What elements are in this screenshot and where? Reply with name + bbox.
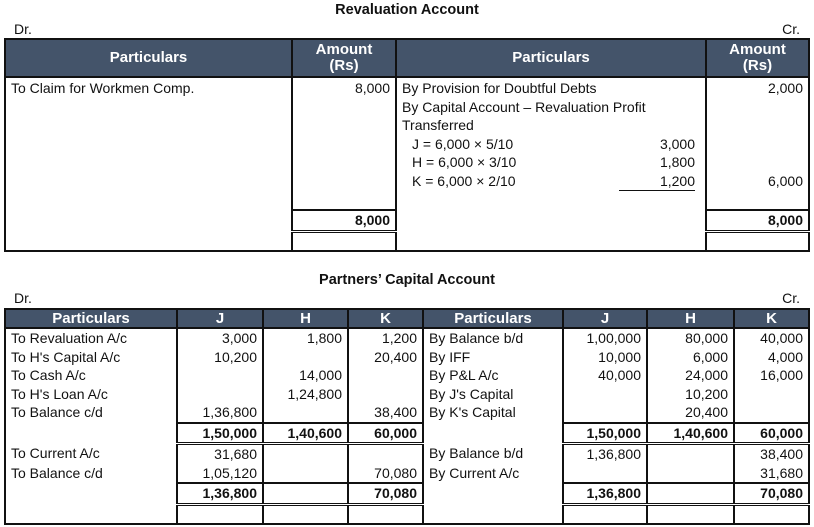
header-amount-dr: Amount (Rs) [292,39,396,77]
header-particulars-cr: Particulars [423,309,563,328]
credit-total: 8,000 [706,210,809,231]
totals-row: 1,50,000 1,40,600 60,000 1,50,000 1,40,600 60,000 [5,423,809,444]
table-row: To Balance c/d 1,36,800 38,400 By K's Capital 20,400 [5,403,809,423]
credit-particulars: By Provision for Doubtful Debts By Capital Account – Revaluation Profit Transferred J = 6,000 × 5/10 3,000 H = 6,000 × 3/10 1,800 K = 6,000 × 2/10 1,200 [396,77,706,210]
table-row: To Revaluation A/c 3,000 1,800 1,200 By Balance b/d 1,00,000 80,000 40,000 [5,328,809,348]
header-h-cr: H [647,309,734,328]
credit-amounts: 2,000 6,000 [706,77,809,210]
revaluation-cr-label: Cr. [782,21,800,37]
header-particulars-cr: Particulars [396,39,706,77]
revaluation-account-table [4,38,810,252]
table-row: To Cash A/c 14,000 By P&L A/c 40,000 24,000 16,000 [5,366,809,385]
header-j-dr: J [177,309,263,328]
debit-particulars: To Claim for Workmen Comp. [5,77,292,210]
table-row: To Current A/c 31,680 By Balance b/d 1,36,800 38,400 [5,444,809,464]
partners-capital-table [4,308,810,525]
capital-dr-label: Dr. [14,290,32,306]
header-h-dr: H [263,309,348,328]
revaluation-title: Revaluation Account [335,2,479,18]
header-j-cr: J [563,309,647,328]
header-amount-cr: Amount (Rs) [706,39,809,77]
debit-amount: 8,000 [292,77,396,210]
header-particulars-dr: Particulars [5,39,292,77]
header-k-dr: K [348,309,423,328]
table-row: To H's Loan A/c 1,24,800 By J's Capital 10,200 [5,385,809,404]
table-row: To H's Capital A/c 10,200 20,400 By IFF 10,000 6,000 4,000 [5,348,809,367]
header-k-cr: K [734,309,809,328]
header-particulars-dr: Particulars [5,309,177,328]
revaluation-dr-label: Dr. [14,21,32,37]
capital-cr-label: Cr. [782,290,800,306]
debit-total: 8,000 [292,210,396,231]
table-row: To Balance c/d 1,05,120 70,080 By Current A/c 31,680 [5,464,809,484]
totals-row: 1,36,800 70,080 1,36,800 70,080 [5,483,809,504]
capital-title: Partners’ Capital Account [319,272,495,288]
